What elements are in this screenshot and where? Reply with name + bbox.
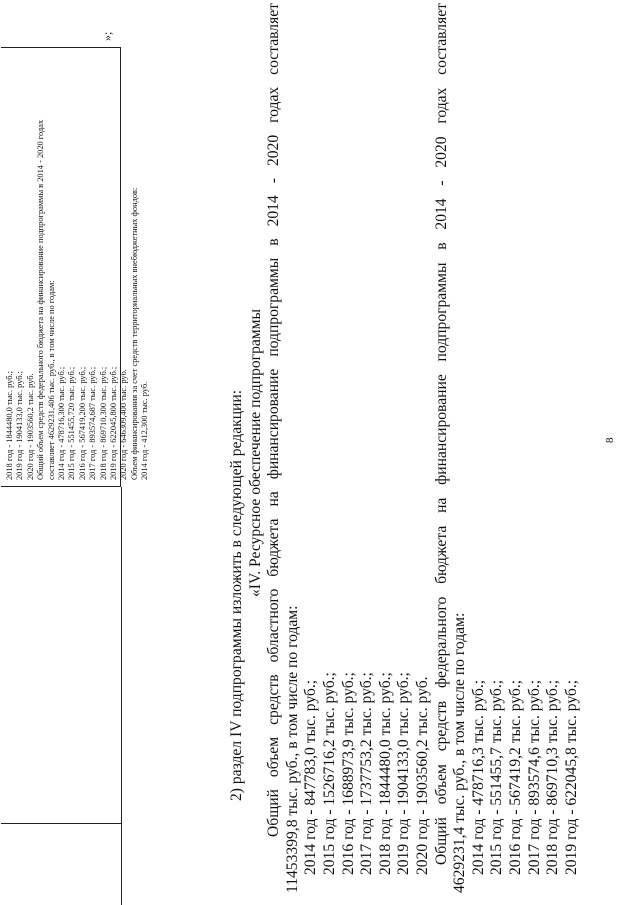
year-line: 2017 год - 1737753,2 тыс. руб.; (358, 672, 376, 875)
table-line: 2014 год - 412,300 тыс. руб. (140, 381, 150, 480)
table-line: 2019 год - 622045,800 тыс. руб.; (109, 366, 119, 480)
year-line: 2015 год - 1526716,2 тыс. руб.; (320, 672, 338, 875)
table-line: 2018 год - 1844480,0 тыс. руб.; (5, 371, 14, 480)
table-content-cell (1, 47, 150, 487)
table-line: 2020 год - 1903560,2 тыс. руб. (25, 373, 35, 480)
table-line: составляет 4629231,406 тыс. руб., в том числе по годам: (46, 280, 56, 480)
table-left-cell (1, 487, 122, 905)
year-line: 2016 год - 567419,2 тыс. руб.; (506, 679, 524, 875)
paragraph-line: Общий объем средств федерального бюджета на финансирование подпрограммы в 2014 - 2020 годах составляет (432, 3, 450, 865)
document-body (228, 3, 581, 893)
year-line: 2019 год - 622045,8 тыс. руб.; (562, 679, 580, 875)
year-line: 2015 год - 551455,7 тыс. руб.; (488, 679, 506, 875)
amendment-item: 2) раздел IV подпрограммы изложить в следующей редакции: (228, 389, 245, 801)
table-line: 2015 год - 551455,720 тыс. руб.; (67, 366, 77, 480)
paragraph-line: 11453399,8 тыс. руб., в том числе по годам: (283, 605, 301, 893)
year-line: 2017 год - 893574,6 тыс. руб.; (525, 679, 543, 875)
closing-quote: »; (100, 31, 114, 41)
year-line: 2016 год - 1688973,9 тыс. руб.; (339, 672, 357, 875)
table-line: Общий объем средств федерального бюджета на финансирование подпрограммы в 2014 - 2020 годах (36, 119, 46, 480)
section-heading: «IV. Ресурсное обеспечение подпрограммы (246, 309, 264, 597)
year-line: 2020 год - 1903560,2 тыс. руб. (413, 676, 431, 875)
table-line: 2020 год - 646309,400 тыс. руб. (119, 369, 129, 480)
table-line: 2014 год - 478716,300 тыс. руб.; (57, 366, 67, 480)
table-line: 2017 год - 893574,687 тыс. руб.; (88, 366, 98, 480)
table-line: 2018 год - 869710,300 тыс. руб.; (98, 366, 108, 480)
year-line: 2019 год - 1904133,0 тыс. руб.; (395, 672, 413, 875)
year-line: 2014 год - 478716,3 тыс. руб.; (469, 679, 487, 875)
table-line: 2016 год - 567419,200 тыс. руб.; (77, 366, 87, 480)
table-line: Объем финансирования за счет средств территориальных внебюджетных фондов: (129, 187, 139, 480)
paragraph-line: 4629231,4 тыс. руб., в том числе по годам: (451, 612, 469, 893)
page-number: 8 (604, 437, 616, 443)
table-line: 2019 год - 1904133,0 тыс. руб.; (15, 371, 25, 480)
paragraph-line: Общий объем средств областного бюджета на финансирование подпрограммы в 2014 - 2020 годах составляет (265, 3, 283, 837)
year-line: 2018 год - 869710,3 тыс. руб.; (544, 679, 562, 875)
year-line: 2014 год - 847783,0 тыс. руб.; (302, 679, 320, 875)
year-line: 2018 год - 1844480,0 тыс. руб.; (376, 672, 394, 875)
table-column-divider (1, 823, 121, 824)
